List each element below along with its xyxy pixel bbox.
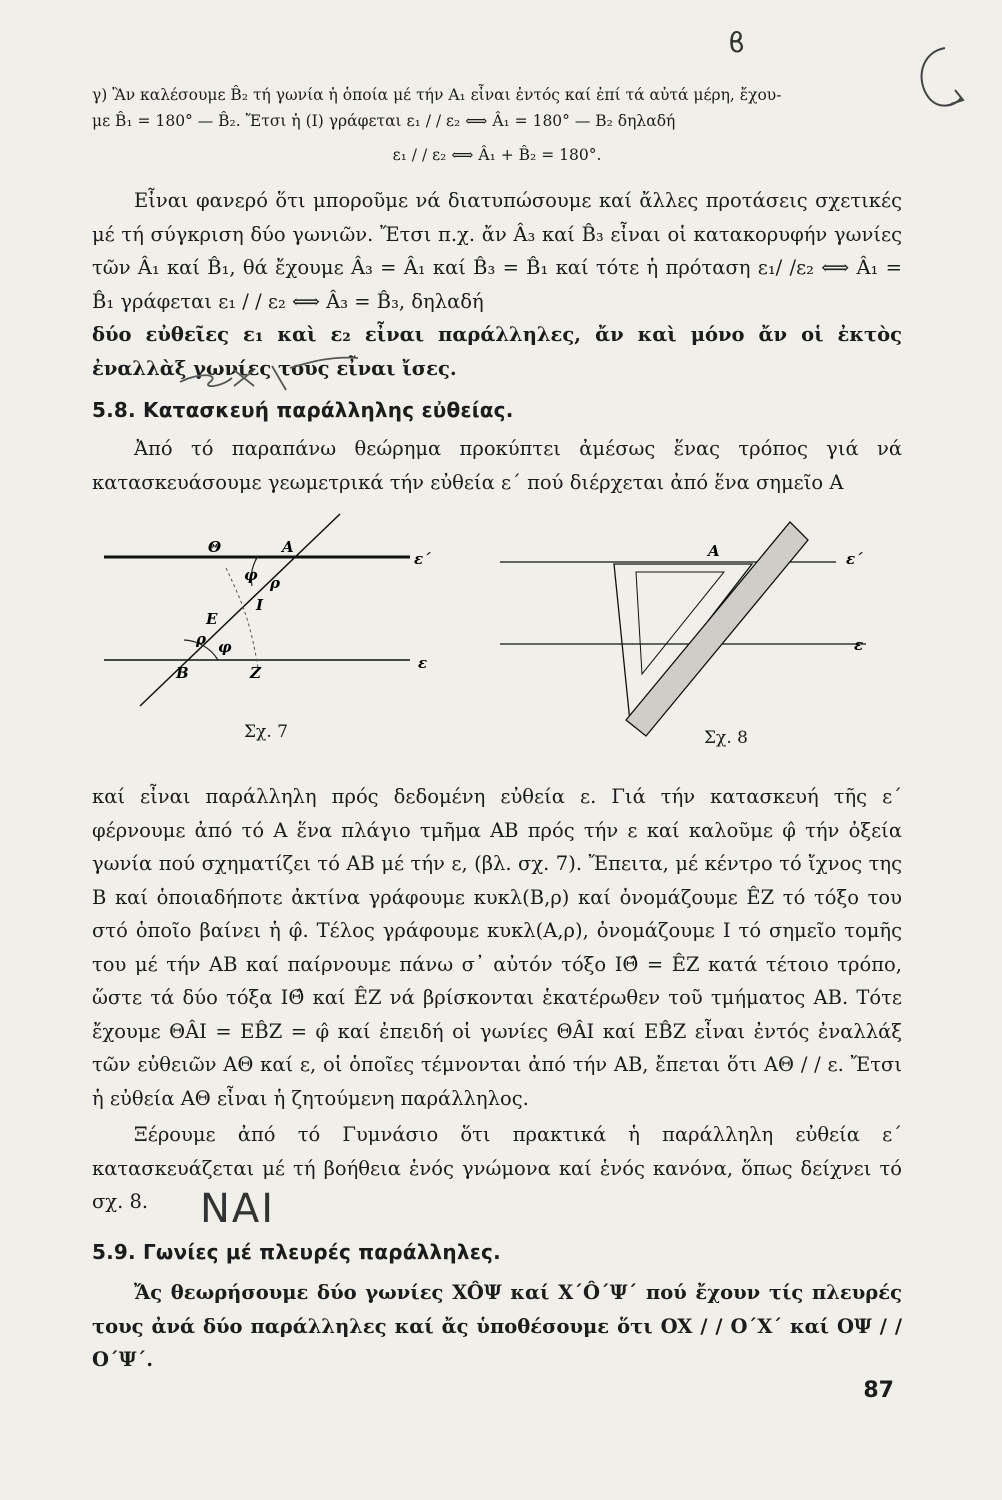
paragraph-gamma-line1: γ) Ἂν καλέσουμε B̂₂ τή γωνία ἡ ὁποία μέ τήν A₁ εἶναι ἐντός καί ἐπί τά αὐτά μέρη, ἔχου- — [92, 86, 782, 104]
label-E: E — [206, 610, 218, 628]
section-5-8-title: 5.8. Κατασκευή παράλληλης εὐθείας. — [92, 398, 514, 422]
handwritten-scribble — [170, 352, 390, 392]
figure-7 — [100, 508, 450, 718]
label-phi-bottom: φ — [218, 638, 232, 656]
paragraph-gymnasio: Ξέρουμε ἀπό τό Γυμνάσιο ὅτι πρακτικά ἡ παράλληλη εὐθεία ε΄ κατασκευάζεται μέ τή βοήθεια ἑνός γνώμονα καί ἑνός κανόνα, ὅπως δείχνει τό σχ. 8. — [92, 1123, 902, 1213]
label-eps-prime: ε΄ — [414, 550, 431, 568]
segment-AB — [140, 514, 340, 706]
label-Z: Z — [250, 664, 261, 682]
set-square-outer — [614, 564, 752, 722]
label-theta: Θ — [208, 538, 222, 556]
section-5-9-title: 5.9. Γωνίες μέ πλευρές παράλληλες. — [92, 1240, 501, 1264]
section-5-9-intro: Ἄς θεωρήσουμε δύο γωνίες XÔΨ καί X΄Ô΄Ψ΄ πού ἔχουν τίς πλευρές τους ἀνά δύο παράλληλες καί ἄς ὑποθέσουμε ὅτι OX / / O΄X΄ καί OΨ / / O΄Ψ΄. — [92, 1281, 902, 1371]
formula-parallel: ε₁ / / ε₂ ⟺ Â₁ + B̂₂ = 180°. — [392, 146, 602, 164]
handwritten-nai: ΝΑΙ — [200, 1186, 276, 1232]
figure-8-caption: Σχ. 8 — [704, 728, 748, 748]
label-A: A — [282, 538, 294, 556]
label-phi-top: φ — [244, 566, 258, 584]
label-rho-bottom: ρ — [196, 630, 206, 648]
label-eps: ε — [854, 636, 864, 654]
label-A: A — [708, 542, 720, 560]
handwritten-mark-top: ϐ — [728, 26, 746, 59]
handwritten-arrow-mark — [915, 40, 975, 120]
paragraph-phanero: Εἶναι φανερό ὅτι μποροῦμε νά διατυπώσουμε καί ἄλλες προτάσεις σχετικές μέ τή σύγκριση δύο γωνιῶν. Ἔτσι π.χ. ἄν Â₃ καί B̂₃ εἶναι οἱ κατακορυφήν γωνίες τῶν Â₁ καί B̂₁, θά ἔχουμε Â₃ = Â₁ καί B̂₃ = B̂₁ καί τότε ἡ πρόταση ε₁/ /ε₂ ⟺ Â₁ = B̂₁ γράφεται ε₁ / / ε₂ ⟺ Â₃ = B̂₃, δηλαδή — [92, 189, 902, 313]
label-eps-prime: ε΄ — [846, 550, 863, 568]
label-B: B — [176, 664, 189, 682]
label-rho-top: ρ — [270, 574, 280, 592]
page-number: 87 — [863, 1378, 894, 1403]
label-I: I — [256, 596, 264, 614]
figure-8 — [496, 514, 876, 744]
figure-7-caption: Σχ. 7 — [244, 722, 288, 742]
paragraph-theorem-bold: δύο εὐθεῖες ε₁ καὶ ε₂ εἶναι παράλληλες, ἄν καὶ μόνο ἄν οἱ ἐκτὸς ἐναλλὰξ γωνίες τους εἶναι ἴσες. — [92, 323, 902, 380]
label-eps: ε — [418, 654, 428, 672]
paragraph-construction: καί εἶναι παράλληλη πρός δεδομένη εὐθεία ε. Γιά τήν κατασκευή τῆς ε΄ φέρνουμε ἀπό τό A ἕνα πλάγιο τμῆμα AB πρός τήν ε καί καλοῦμε φ̂ τήν ὀξεία γωνία πού σχηματίζει τό AB μέ τήν ε, (βλ. σχ. 7). Ἔπειτα, μέ κέντρο τό ἴχνος της B καί ὁποιαδήποτε ἀκτίνα γράφουμε κυκλ(B,ρ) καί ὀνομάζουμε ÊZ τό τόξο του στό ὁποῖο βαίνει ἡ φ̂. Τέλος γράφουμε κυκλ(A,ρ), ὀνομάζουμε I τό σημεῖο τομῆς του μέ τήν AB καί παίρνουμε πάνω σ᾽ αὐτόν τόξο IΘ̂ = ÊZ κατά τέτοιο τρόπο, ὥστε τά δύο τόξα IΘ̂ καί ÊZ νά βρίσκονται ἑκατέρωθεν τοῦ τμήματος AB. Τότε ἔχουμε ΘÂI = EB̂Z = φ̂ καί ἐπειδή οἱ γωνίες ΘÂI καί EB̂Z εἶναι ἐντός ἐναλλάξ τῶν εὐθειῶν AΘ καί ε, οἱ ὁποῖες τέμνονται ἀπό τήν AB, ἔπεται ὅτι AΘ / / ε. Ἔτσι ἡ εὐθεία AΘ εἶναι ἡ ζητούμενη παράλληλος. — [92, 785, 902, 1110]
section-5-8-intro: Ἀπό τό παραπάνω θεώρημα προκύπτει ἀμέσως ἕνας τρόπος γιά νά κατασκευάσουμε γεωμετρικά τήν εὐθεία ε΄ πού διέρχεται ἀπό ἕνα σημεῖο A — [92, 437, 902, 494]
paragraph-gamma-line2: με B̂₁ = 180° — B̂₂. Ἔτσι ἡ (I) γράφεται ε₁ / / ε₂ ⟺ Â₁ = 180° — B₂ δηλαδή — [92, 112, 676, 130]
